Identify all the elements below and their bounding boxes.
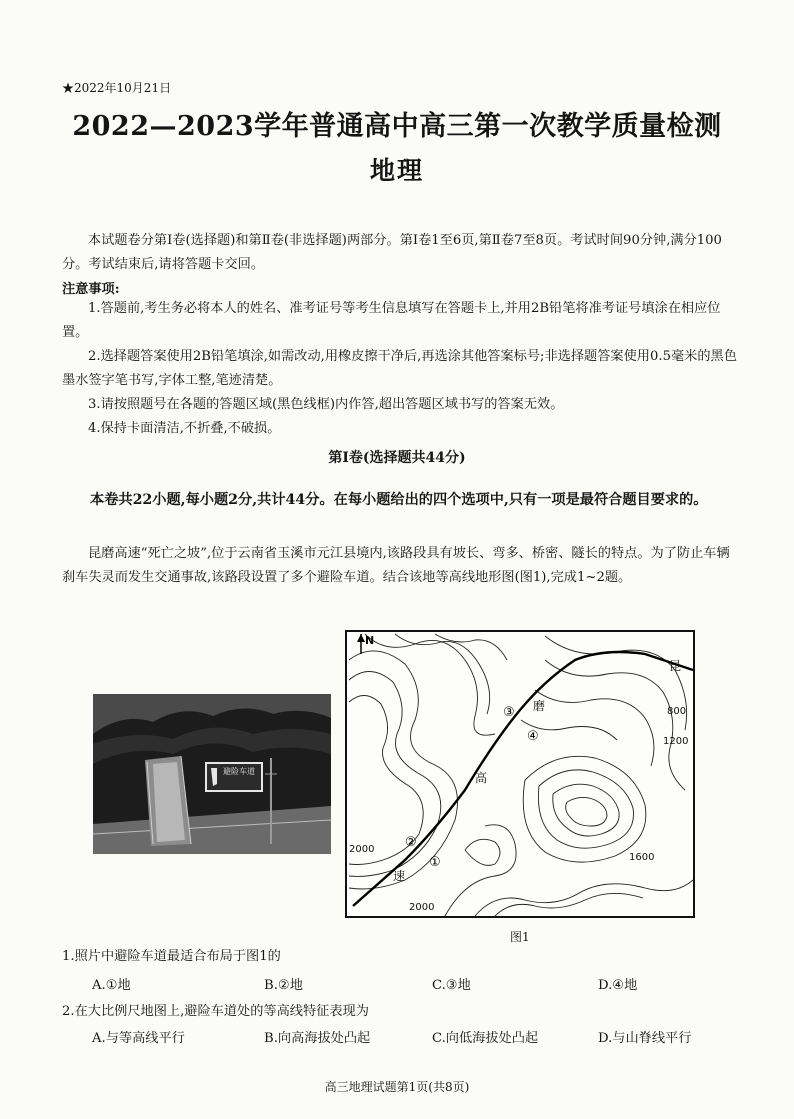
ramp-sign-text: 避险车道 [223, 767, 255, 776]
contour-label: 1200 [663, 736, 689, 747]
map-point: ② [405, 835, 417, 850]
q2-option-b[interactable]: B.向高海拔处凸起 [264, 1031, 371, 1046]
contour-label: 2000 [409, 902, 435, 913]
exam-subject: 地理 [369, 156, 424, 185]
map-road-label: 高 [475, 771, 488, 785]
contour-map [345, 630, 695, 918]
q2-option-d[interactable]: D.与山脊线平行 [598, 1031, 692, 1046]
note-item: 4.保持卡面清洁,不折叠,不破损。 [88, 421, 281, 436]
runaway-ramp-photo [93, 694, 331, 854]
exam-title: 2022—2023学年普通高中高三第一次教学质量检测 [72, 111, 722, 142]
north-arrow-icon: N [365, 634, 375, 647]
map-point: ③ [503, 705, 515, 720]
q1-option-a[interactable]: A.①地 [92, 978, 131, 993]
contour-label: 800 [667, 706, 687, 717]
contour-label: 2000 [349, 844, 375, 855]
section-instruction: 本卷共22小题,每小题2分,共计44分。在每小题给出的四个选项中,只有一项是最符合题目要求的。 [90, 492, 708, 508]
figure-caption: 图1 [510, 930, 530, 944]
q1-option-c[interactable]: C.③地 [432, 978, 471, 993]
page-footer: 高三地理试题第1页(共8页) [324, 1080, 470, 1094]
contour-label: 1600 [629, 852, 655, 863]
q2-option-c[interactable]: C.向低海拔处凸起 [432, 1031, 539, 1046]
notes-list [62, 297, 738, 441]
map-road-label: 昆 [669, 659, 682, 673]
q1-option-d[interactable]: D.④地 [598, 978, 638, 993]
exam-intro: 本试题卷分第Ⅰ卷(选择题)和第Ⅱ卷(非选择题)两部分。第Ⅰ卷1至6页,第Ⅱ卷7至8页。考试时间90分钟,满分100分。考试结束后,请将答题卡交回。 [62, 233, 722, 272]
map-point: ④ [527, 729, 539, 744]
note-item: 3.请按照题号在各题的答题区域(黑色线框)内作答,超出答题区域书写的答案无效。 [88, 397, 564, 412]
question-2-stem: 2.在大比例尺地图上,避险车道处的等高线特征表现为 [62, 1004, 369, 1019]
q2-option-a[interactable]: A.与等高线平行 [92, 1031, 185, 1046]
note-item: 1.答题前,考生务必将本人的姓名、准考证号等考生信息填写在答题卡上,并用2B铅笔将准考证号填涂在相应位置。 [62, 301, 721, 340]
exam-date: ★2022年10月21日 [62, 81, 172, 95]
note-item: 2.选择题答案使用2B铅笔填涂,如需改动,用橡皮擦干净后,再选涂其他答案标号;非选择题答案使用0.5毫米的黑色墨水签字笔书写,字体工整,笔迹清楚。 [62, 349, 737, 388]
question-1-stem: 1.照片中避险车道最适合布局于图1的 [62, 949, 281, 964]
q1-option-b[interactable]: B.②地 [264, 978, 303, 993]
notes-heading: 注意事项: [62, 282, 120, 297]
question-context: 昆磨高速“死亡之坡”,位于云南省玉溪市元江县境内,该路段具有坡长、弯多、桥密、隧长的特点。为了防止车辆刹车失灵而发生交通事故,该路段设置了多个避险车道。结合该地等高线地形图(图1),完成1~2题。 [62, 546, 730, 585]
map-road-label: 磨 [533, 699, 546, 713]
map-point: ① [429, 855, 441, 870]
section-title: 第Ⅰ卷(选择题共44分) [328, 450, 466, 466]
map-road-label: 速 [393, 869, 406, 883]
